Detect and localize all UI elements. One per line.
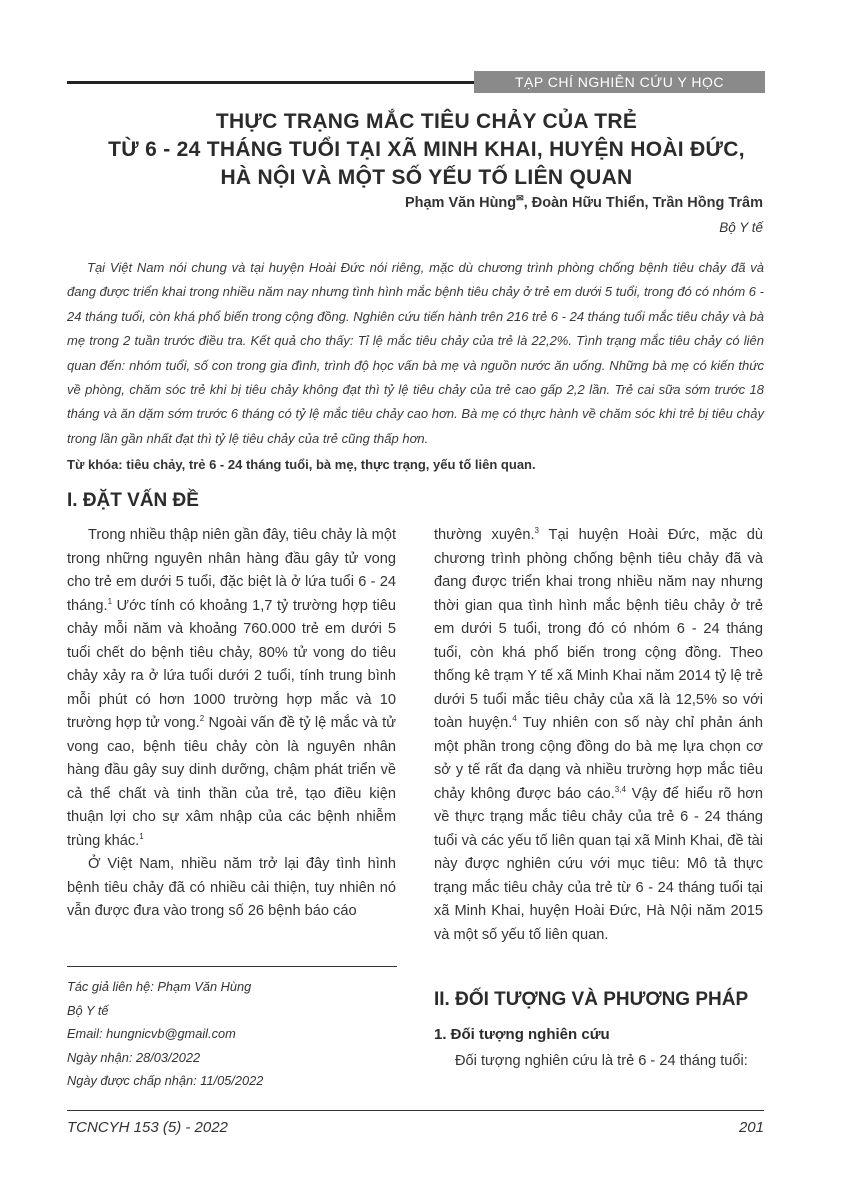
paragraph: Đối tượng nghiên cứu là trẻ 6 - 24 tháng tuổi: (455, 1053, 748, 1069)
citation: 3,4 (614, 784, 626, 794)
paragraph: Ở Việt Nam, nhiều năm trở lại đây tình hình bệnh tiêu chảy đã có nhiều cải thiện, tuy nhiên nó vẫn được đưa vào trong số 26 bệnh báo cáo (67, 856, 396, 919)
citation: 2 (199, 714, 205, 724)
footnote-line: Tác giả liên hệ: Phạm Văn Hùng (67, 979, 252, 994)
footnote-line: Bộ Y tế (67, 1002, 109, 1018)
footnote-line: Ngày được chấp nhận: 11/05/2022 (67, 1073, 264, 1089)
footnotes (67, 975, 263, 1093)
right-column (434, 524, 763, 947)
title-line: TỪ 6 - 24 THÁNG TUỔI TẠI XÃ MINH KHAI, HUYỆN HOÀI ĐỨC, (108, 138, 745, 161)
methods-text (434, 1050, 763, 1074)
footnote-rule (67, 966, 397, 967)
left-column (67, 524, 396, 924)
footnote-line: Ngày nhận: 28/03/2022 (67, 1049, 201, 1065)
title-line: THỰC TRẠNG MẮC TIÊU CHẢY CỦA TRẺ (215, 110, 638, 133)
envelope-icon: ✉ (516, 193, 524, 204)
citation: 4 (512, 714, 517, 724)
journal-citation: TCNCYH 153 (5) - 2022 (67, 1119, 228, 1136)
header-rule (67, 81, 477, 84)
author-list (405, 195, 763, 211)
citation: 1 (107, 596, 113, 606)
co-authors: , Đoàn Hữu Thiển, Trần Hồng Trâm (523, 195, 763, 211)
article-title (40, 108, 813, 192)
footer-rule (67, 1110, 764, 1111)
section-heading-methods: II. ĐỐI TƯỢNG VÀ PHƯƠNG PHÁP (434, 989, 749, 1010)
journal-name: TẠP CHÍ NGHIÊN CỨU Y HỌC (474, 71, 765, 93)
citation: 1 (139, 831, 144, 841)
paragraph: Trong nhiều thập niên gần đây, tiêu chảy là một trong những nguyên nhân hàng đầu gây tử vong cho trẻ em dưới 5 tuổi, đặc biệt là ở lứa tuổi 6 - 24 tháng.$^1$ Ước tính có khoảng 1,7 tỷ trường hợp tiêu chảy mỗi năm và khoảng 760.000 trẻ em dưới 5 tuổi chết do bệnh tiêu chảy, 80% tử vong do tiêu chảy xảy ra ở lứa tuổi dưới 2 tuổi, tính trung bình mỗi phút có hơn 1000 trường hợp mắc và 10 trường hợp tử vong.$^2$ Ngoài vấn đề tỷ lệ mắc và tử vong cao, bệnh tiêu chảy còn là nguyên nhân hàng đầu gây suy dinh dưỡng, chậm phát triển về cả thể chất và tinh thần của trẻ, tạo điều kiện thuận lợi cho sự xâm nhập của các bệnh nhiễm trùng khác.$^1$ (67, 527, 396, 849)
abstract: Tại Việt Nam nói chung và tại huyện Hoài Đức nói riêng, mặc dù chương trình phòng chống bệnh tiêu chảy đã và đang được triển khai trong nhiều năm nay nhưng tình hình mắc bệnh tiêu chảy ở trẻ em dưới 5 tuổi, trong đó có nhóm 6 - 24 tháng tuổi, còn khá phổ biến trong cộng đồng. Nghiên cứu tiến hành trên 216 trẻ 6 - 24 tháng tuổi mắc tiêu chảy và bà mẹ trong 2 tuần trước điều tra. Kết quả cho thấy: Tỉ lệ mắc tiêu chảy của trẻ là 22,2%. Tình trạng mắc tiêu chảy có liên quan đến: nhóm tuổi, số con trong gia đình, trình độ học vấn bà mẹ và nguồn nước ăn uống. Những bà mẹ có kiến thức về phòng, chăm sóc trẻ khi bị tiêu chảy không đạt thì tỷ lệ tiêu chảy của trẻ cao gấp 2,2 lần. Trẻ cai sữa sớm trước 18 tháng và ăn dặm sớm trước 6 tháng có tỷ lệ mắc tiêu chảy cao hơn. Bà mẹ có thực hành về chăm sóc khi trẻ bị tiêu chảy trong lần gần nhất đạt thì tỷ lệ tiêu chảy của trẻ cũng thấp hơn. (67, 260, 764, 446)
citation: 3 (534, 526, 539, 536)
title-line: HÀ NỘI VÀ MỘT SỐ YẾU TỐ LIÊN QUAN (220, 166, 633, 189)
corresponding-author: Phạm Văn Hùng (404, 195, 517, 211)
footnote-line: Email: hungnicvb@gmail.com (67, 1026, 236, 1042)
keywords: Từ khóa: tiêu chảy, trẻ 6 - 24 tháng tuổi, bà mẹ, thực trạng, yếu tố liên quan. (67, 457, 536, 472)
affiliation: Bộ Y tế (719, 220, 763, 235)
section-heading-introduction: I. ĐẶT VẤN ĐỀ (67, 490, 199, 511)
page-number: 201 (738, 1119, 764, 1136)
subsection-heading: 1. Đối tượng nghiên cứu (434, 1026, 610, 1043)
paragraph: thường xuyên.$^3$ Tại huyện Hoài Đức, mặc dù chương trình phòng chống bệnh tiêu chảy đã và đang được triển khai trong nhiều năm nay nhưng thời gian qua tình hình mắc bệnh tiêu chảy ở trẻ em dưới 5 tuổi, trong đó có nhóm 6 - 24 tháng tuổi, còn khá phổ biến trong cộng đồng. Theo thống kê trạm Y tế xã Minh Khai năm 2014 tỷ lệ trẻ dưới 5 tuổi mắc tiêu chảy của xã là 12,5% so với toàn huyện.$^4$ Tuy nhiên con số này chỉ phản ánh một phần trong cộng đồng do bà mẹ lựa chọn cơ sở y tế rất đa dạng và nhiều trường hợp mắc tiêu chảy không được báo cáo.$^{3,4}$ Vậy để hiểu rõ hơn về thực trạng mắc tiêu chảy của trẻ 6 - 24 tháng tuổi và các yếu tố liên quan tại xã Minh Khai, đề tài này được nghiên cứu với mục tiêu: Mô tả thực trạng mắc tiêu chảy của trẻ từ 6 - 24 tháng tuổi tại xã Minh Khai, huyện Hoài Đức, Hà Nội năm 2015 và một số yếu tố liên quan. (434, 526, 764, 943)
